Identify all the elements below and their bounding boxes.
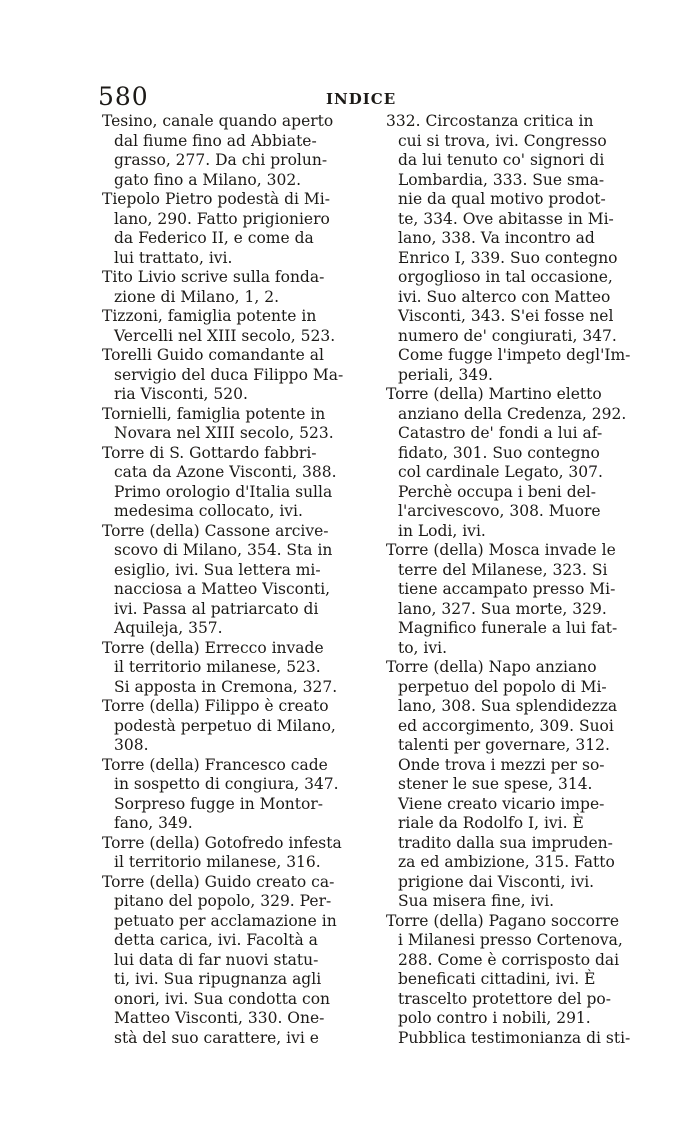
page-header <box>98 82 642 112</box>
index-entry-tiepolo: Tiepolo Pietro podestà di Mi- lano, 290. Fatto prigioniero da Federico II, e come da lui trattato, ivi. <box>102 190 330 267</box>
index-entry-torre-guido: Torre (della) Guido creato ca- pitano del popolo, 329. Per- petuato per acclamazione in detta carica, ivi. Facoltà a lui data di far nuovi statu- ti, ivi. Sua ripugnanza agli onori, ivi. Sua condotta con Matteo Visconti, 330. One- stà del suo carattere, ivi e <box>102 872 337 1047</box>
index-entry-torre-filippo: Torre (della) Filippo è creato podestà perpetuo di Milano, 308. <box>102 697 336 754</box>
page-number: 580 <box>98 82 149 111</box>
index-entry-tito-livio: Tito Livio scrive sulla fonda- zione di Milano, 1, 2. <box>102 268 325 306</box>
right-column <box>386 112 648 1048</box>
index-entry-torelli: Torelli Guido comandante al servigio del duca Filippo Ma- ria Visconti, 520. <box>102 346 344 403</box>
index-entry-continuation: 332. Circostanza critica in cui si trova, ivi. Congresso da lui tenuto co' signori di Lombardia, 333. Sue sma- nie da qual motivo prodot- te, 334. Ove abitasse in Mi- lano, 338. Va incontro ad Enrico I, 339. Suo contegno orgoglioso in tal occasione, ivi. Suo alterco con Matteo Visconti, 343. S'ei fosse nel numero de' congiurati, 347. Come fugge l'impeto degl'Im- periali, 349. <box>386 112 631 384</box>
index-entry-tizzoni: Tizzoni, famiglia potente in Vercelli nel XIII secolo, 523. <box>102 307 336 345</box>
index-entry-tornielli: Tornielli, famiglia potente in Novara nel XIII secolo, 523. <box>102 404 334 442</box>
left-column <box>102 112 364 1048</box>
index-entry-torre-gottardo: Torre di S. Gottardo fabbri- cata da Azone Visconti, 388. Primo orologio d'Italia sulla medesima collocato, ivi. <box>102 443 337 520</box>
index-entry-torre-cassone: Torre (della) Cassone arcive- scovo di Milano, 354. Sta in esiglio, ivi. Sua lettera mi- nacciosa a Matteo Visconti, ivi. Passa al patriarcato di Aquileja, 357. <box>102 521 333 637</box>
index-entry-torre-napo: Torre (della) Napo anziano perpetuo del popolo di Mi- lano, 308. Sua splendidezza ed accorgimento, 309. Suoi talenti per governare, 312. Onde trova i mezzi per so- stener le sue spese, 314. Viene creato vicario impe- riale da Rodolfo I, ivi. È tradito dalla sua impruden- za ed ambizione, 315. Fatto prigione dai Visconti, ivi. Sua misera fine, ivi. <box>386 658 618 910</box>
running-title: INDICE <box>326 90 397 108</box>
index-entry-torre-pagano: Torre (della) Pagano soccorre i Milanesi presso Cortenova, 288. Come è corrisposto dai beneficati cittadini, ivi. È trascelto protettore del po- polo contro i nobili, 291. Pubblica testimonianza di sti- <box>386 911 631 1047</box>
index-entry-torre-errecco: Torre (della) Errecco invade il territorio milanese, 523. Si apposta in Cremona, 327. <box>102 638 338 696</box>
index-entry-torre-gotofredo: Torre (della) Gotofredo infesta il territorio milanese, 316. <box>102 833 342 871</box>
index-entry-torre-martino: Torre (della) Martino eletto anziano della Credenza, 292. Catastro de' fondi a lui af- fidato, 301. Suo contegno col cardinale Legato, 307. Perchè occupa i beni del- l'arcivescovo, 308. Muore in Lodi, ivi. <box>386 385 627 540</box>
index-entry-torre-mosca: Torre (della) Mosca invade le terre del Milanese, 323. Si tiene accampato presso Mi- lano, 327. Sua morte, 329. Magnifico funerale a lui fat- to, ivi. <box>386 541 618 657</box>
index-entry-torre-francesco: Torre (della) Francesco cade in sospetto di congiura, 347. Sorpreso fugge in Montor- fano, 349. <box>102 755 339 832</box>
index-entry-tesino: Tesino, canale quando aperto dal fiume fino ad Abbiate- grasso, 277. Da chi prolun- gato fino a Milano, 302. <box>102 112 334 189</box>
